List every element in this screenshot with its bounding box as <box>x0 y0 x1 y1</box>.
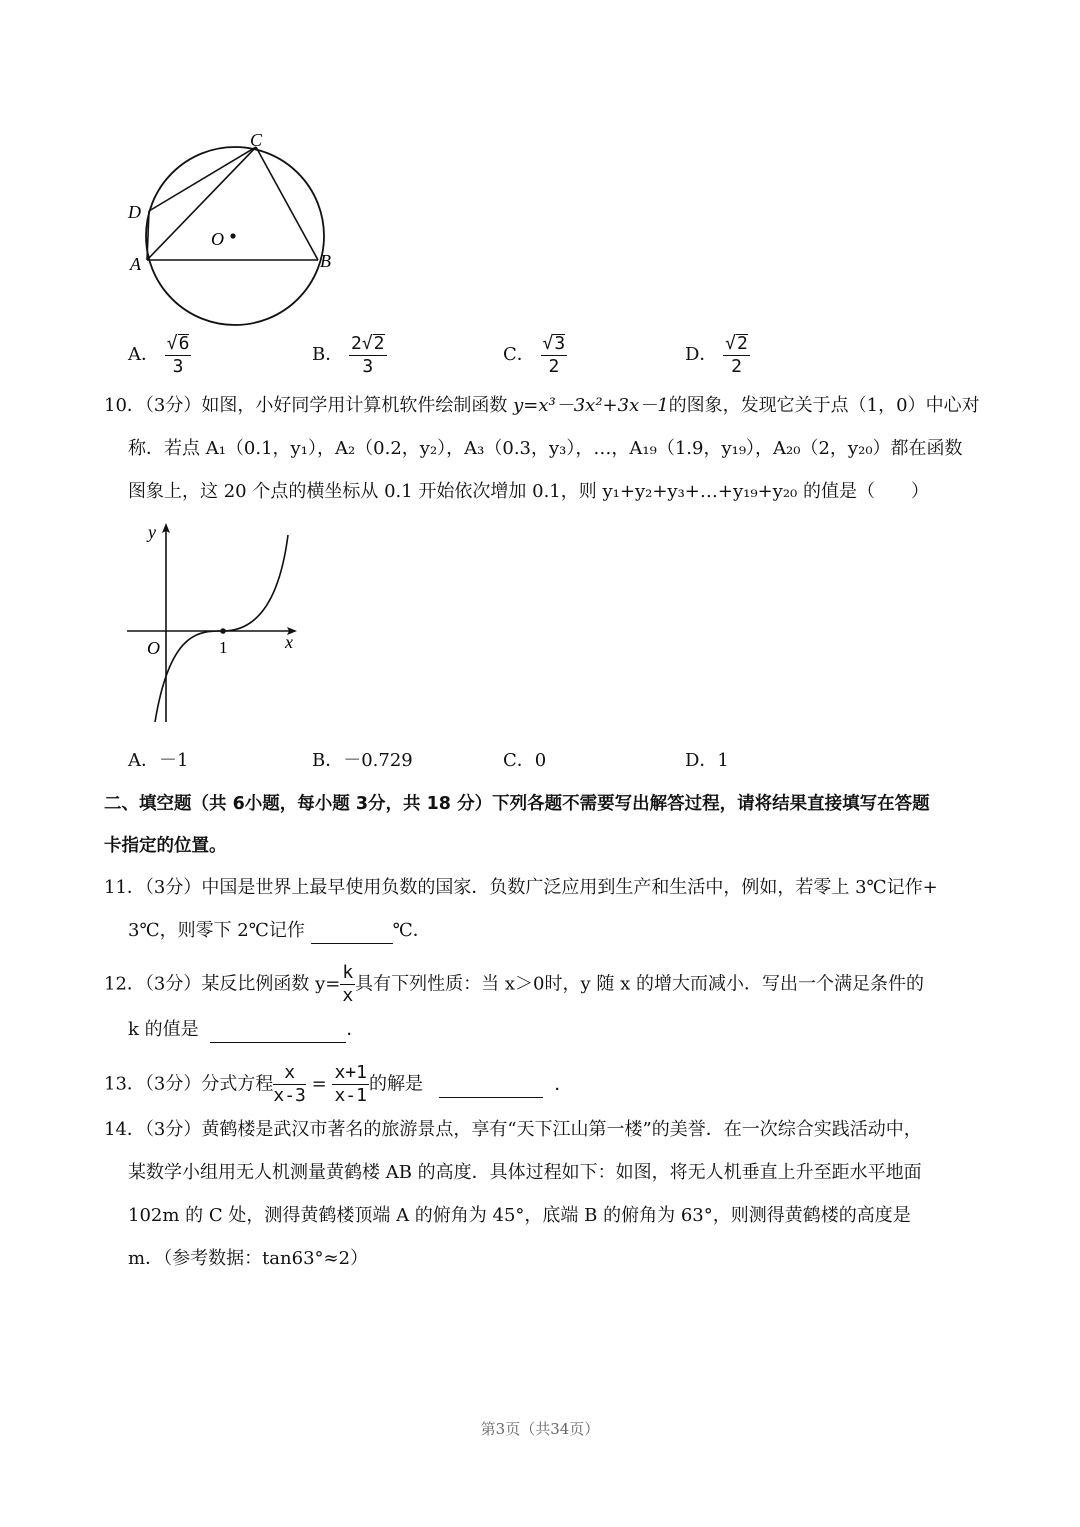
fraction: $\frac{√3}{2}$ <box>542 333 566 377</box>
denominator: x <box>342 985 354 1006</box>
question-text: 13．（3分）分式方程 <box>104 1073 274 1095</box>
option-letter: C． <box>503 344 535 365</box>
denominator: 2 <box>548 356 560 377</box>
figure-circle-quadrilateral <box>120 120 350 335</box>
q11-line-1: 11．（3分）中国是世界上最早使用负数的国家．负数广泛应用到生产和生活中，例如，若零上 3℃记作+ <box>104 877 938 898</box>
q9-option-c <box>503 334 567 376</box>
fraction: $\frac{√6}{3}$ <box>166 333 190 377</box>
q13-line <box>104 1064 572 1105</box>
section2-heading-line-1: 二、填空题（共 6小题，每小题 3分，共 18 分）下列各题不需要写出解答过程，请将结果直接填写在答题 <box>104 794 930 814</box>
denominator: x-1 <box>334 1085 367 1106</box>
answer-blank[interactable] <box>210 1018 346 1043</box>
question-text: ． <box>346 1019 365 1040</box>
fraction-k-over-x <box>340 964 355 1005</box>
q10-line-3: 图象上，这 20 个点的横坐标从 0.1 开始依次增加 0.1，则 y₁+y₂+y₃+…+y₁₉+y₂₀ 的值是（ ） <box>128 481 929 502</box>
q12-line-1 <box>104 964 924 1005</box>
label-x: x <box>285 632 293 652</box>
cubic-curve <box>155 535 288 722</box>
section2-heading-line-2: 卡指定的位置。 <box>104 836 227 856</box>
question-text: ℃． <box>392 920 431 941</box>
segment-ac <box>147 147 256 260</box>
q11-line-2 <box>128 919 431 944</box>
q10-option-d: D．1 <box>685 750 729 771</box>
question-text: 12．（3分）某反比例函数 y= <box>104 973 341 995</box>
denominator: 3 <box>362 356 374 377</box>
q14-line-1: 14．（3分）黄鹤楼是武汉市著名的旅游景点，享有“天下江山第一楼”的美誉．在一次综合实践活动中， <box>104 1119 922 1140</box>
symmetry-point <box>220 628 226 634</box>
option-letter: B． <box>312 344 344 365</box>
q9-option-a <box>128 334 191 376</box>
q14-line-2: 某数学小组用无人机测量黄鹤楼 AB 的高度．具体过程如下：如图，将无人机垂直上升至距水平地面 <box>128 1162 922 1183</box>
label-a: A <box>130 254 141 274</box>
page-footer: 第3页（共34页） <box>480 1420 600 1438</box>
fraction: $\frac{2√2}{3}$ <box>350 333 385 377</box>
q10-option-c: C．0 <box>503 750 547 771</box>
radicand: 6 <box>178 333 190 354</box>
question-number: 10． <box>104 395 145 416</box>
question-text: 如图，小好同学用计算机软件绘制函数 <box>201 395 508 416</box>
numerator: k <box>342 962 354 983</box>
label-d: D <box>128 202 141 222</box>
q9-option-b <box>312 334 387 376</box>
denominator: 3 <box>172 356 184 377</box>
q10-option-b: B．－0.729 <box>312 750 413 771</box>
answer-blank[interactable] <box>439 1073 543 1098</box>
denominator: x-3 <box>273 1085 306 1106</box>
denominator: 2 <box>731 356 742 377</box>
q14-line-3: 102m 的 C 处，测得黄鹤楼顶端 A 的俯角为 45°，底端 B 的俯角为 63°，则测得黄鹤楼的高度是 <box>128 1205 911 1226</box>
q12-line-2 <box>128 1018 364 1043</box>
question-score: （3分） <box>144 395 202 416</box>
option-letter: A． <box>128 344 159 365</box>
question-text: 的解是 <box>368 1073 423 1095</box>
center-dot <box>230 233 235 238</box>
radicand: 2 <box>373 333 385 354</box>
question-text: ． <box>554 1073 573 1095</box>
q14-line-4: m．（参考数据：tan63°≈2） <box>128 1248 369 1269</box>
numerator: x <box>273 1064 306 1085</box>
q9-option-d <box>685 334 750 376</box>
question-text: 的图象，发现它关于点（1，0）中心对 <box>668 395 980 416</box>
coefficient: 2 <box>350 333 362 354</box>
label-origin: O <box>147 638 160 658</box>
answer-blank[interactable] <box>311 919 393 944</box>
label-b: B <box>320 251 331 271</box>
label-y: y <box>148 522 156 542</box>
radicand: 2 <box>737 333 748 354</box>
radicand: 3 <box>554 333 566 354</box>
question-text: k 的值是 <box>128 1019 199 1040</box>
fraction: $\frac{√2}{2}$ <box>725 333 748 377</box>
label-o: O <box>211 229 224 249</box>
q10-line-2: 称．若点 A₁（0.1，y₁），A₂（0.2，y₂），A₃（0.3，y₃），…，A₁₉（1.9，y₁₉），A₂₀（2，y₂₀）都在函数 <box>128 438 963 459</box>
q10-option-a: A．－1 <box>128 750 189 771</box>
numerator: x+1 <box>334 1062 367 1083</box>
label-one: 1 <box>219 638 228 657</box>
figure-cubic-graph <box>120 515 310 730</box>
equals-sign: = <box>311 1073 327 1095</box>
question-text: 具有下列性质：当 x＞0时，y 随 x 的增大而减小．写出一个满足条件的 <box>355 973 924 995</box>
label-c: C <box>250 130 263 150</box>
option-letter: D． <box>685 344 718 365</box>
question-text: 3℃，则零下 2℃记作 <box>128 920 305 941</box>
fraction-right <box>332 1064 369 1105</box>
q10-line-1 <box>104 394 980 418</box>
fraction-left <box>273 1064 306 1105</box>
function-formula: y=x³－3x²+3x－1 <box>513 395 669 416</box>
